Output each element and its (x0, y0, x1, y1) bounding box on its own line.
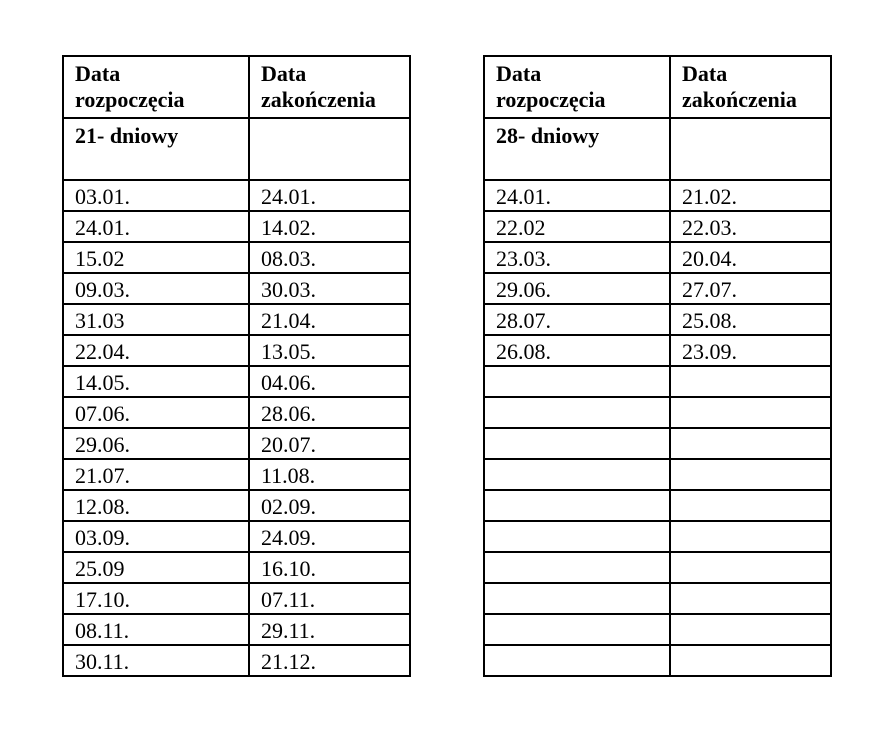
table-row (63, 552, 410, 583)
end-date-cell (670, 459, 831, 490)
end-date-cell: 11.08. (249, 459, 410, 490)
start-date-cell (484, 645, 670, 676)
table-28-day (483, 55, 832, 677)
table-row (484, 242, 831, 273)
end-date-cell (670, 521, 831, 552)
table-row (484, 211, 831, 242)
start-date-cell (484, 428, 670, 459)
start-date-cell: 29.06. (63, 428, 249, 459)
header-start-date (63, 56, 249, 118)
header-end-date (249, 56, 410, 118)
table-body (484, 56, 831, 676)
end-date-cell: 04.06. (249, 366, 410, 397)
end-date-cell: 21.02. (670, 180, 831, 211)
section-label: 21- dniowy (63, 118, 249, 180)
end-date-cell: 28.06. (249, 397, 410, 428)
table-row (484, 583, 831, 614)
header-end-line-2: zakończenia (261, 87, 376, 112)
section-empty-cell (670, 118, 831, 180)
end-date-cell: 20.04. (670, 242, 831, 273)
start-date-cell: 24.01. (63, 211, 249, 242)
table-row (484, 490, 831, 521)
start-date-cell: 28.07. (484, 304, 670, 335)
end-date-cell: 25.08. (670, 304, 831, 335)
end-date-cell: 23.09. (670, 335, 831, 366)
end-date-cell: 27.07. (670, 273, 831, 304)
start-date-cell: 03.01. (63, 180, 249, 211)
end-date-cell: 29.11. (249, 614, 410, 645)
end-date-cell: 02.09. (249, 490, 410, 521)
start-date-cell: 25.09 (63, 552, 249, 583)
table-row (63, 242, 410, 273)
start-date-cell: 29.06. (484, 273, 670, 304)
table-row (63, 397, 410, 428)
header-row (484, 56, 831, 118)
table-row (484, 459, 831, 490)
start-date-cell: 14.05. (63, 366, 249, 397)
start-date-cell: 22.04. (63, 335, 249, 366)
table-row (484, 397, 831, 428)
table-row (63, 521, 410, 552)
table-row (484, 304, 831, 335)
start-date-cell: 17.10. (63, 583, 249, 614)
table-row (63, 211, 410, 242)
table-row (63, 180, 410, 211)
start-date-cell (484, 583, 670, 614)
end-date-cell (670, 428, 831, 459)
section-row (63, 118, 410, 180)
end-date-cell (670, 366, 831, 397)
end-date-cell: 08.03. (249, 242, 410, 273)
start-date-cell: 22.02 (484, 211, 670, 242)
header-start-line-1: Data (496, 61, 542, 86)
start-date-cell: 12.08. (63, 490, 249, 521)
start-date-cell: 21.07. (63, 459, 249, 490)
end-date-cell (670, 552, 831, 583)
table-row (484, 645, 831, 676)
start-date-cell (484, 490, 670, 521)
end-date-cell: 24.01. (249, 180, 410, 211)
header-end-line-1: Data (682, 61, 728, 86)
table-row (63, 273, 410, 304)
start-date-cell: 31.03 (63, 304, 249, 335)
start-date-cell: 15.02 (63, 242, 249, 273)
start-date-cell (484, 552, 670, 583)
table-row (63, 366, 410, 397)
end-date-cell: 22.03. (670, 211, 831, 242)
table-row (484, 366, 831, 397)
table-row (484, 273, 831, 304)
section-row (484, 118, 831, 180)
start-date-cell (484, 459, 670, 490)
end-date-cell (670, 645, 831, 676)
table-row (484, 428, 831, 459)
start-date-cell: 24.01. (484, 180, 670, 211)
start-date-cell: 23.03. (484, 242, 670, 273)
table-row (484, 180, 831, 211)
end-date-cell: 21.04. (249, 304, 410, 335)
start-date-cell: 08.11. (63, 614, 249, 645)
table-row (63, 335, 410, 366)
header-end-line-1: Data (261, 61, 307, 86)
start-date-cell: 03.09. (63, 521, 249, 552)
table-row (484, 552, 831, 583)
section-empty-cell (249, 118, 410, 180)
table-row (484, 521, 831, 552)
table-row (63, 459, 410, 490)
table-row (63, 490, 410, 521)
table-row (484, 614, 831, 645)
start-date-cell: 09.03. (63, 273, 249, 304)
end-date-cell: 16.10. (249, 552, 410, 583)
header-end-date (670, 56, 831, 118)
table-row (63, 428, 410, 459)
start-date-cell (484, 366, 670, 397)
start-date-cell: 30.11. (63, 645, 249, 676)
end-date-cell: 30.03. (249, 273, 410, 304)
table-21-day (62, 55, 411, 677)
start-date-cell (484, 614, 670, 645)
section-label: 28- dniowy (484, 118, 670, 180)
header-end-line-2: zakończenia (682, 87, 797, 112)
header-start-line-2: rozpoczęcia (496, 87, 606, 112)
end-date-cell: 07.11. (249, 583, 410, 614)
end-date-cell: 21.12. (249, 645, 410, 676)
end-date-cell: 13.05. (249, 335, 410, 366)
table-row (63, 614, 410, 645)
end-date-cell (670, 490, 831, 521)
start-date-cell: 07.06. (63, 397, 249, 428)
table-body (63, 56, 410, 676)
header-start-line-1: Data (75, 61, 121, 86)
end-date-cell: 20.07. (249, 428, 410, 459)
end-date-cell (670, 583, 831, 614)
end-date-cell (670, 397, 831, 428)
header-row (63, 56, 410, 118)
start-date-cell (484, 521, 670, 552)
end-date-cell (670, 614, 831, 645)
end-date-cell: 24.09. (249, 521, 410, 552)
table-row (484, 335, 831, 366)
header-start-line-2: rozpoczęcia (75, 87, 185, 112)
table-row (63, 645, 410, 676)
header-start-date (484, 56, 670, 118)
table-row (63, 304, 410, 335)
table-row (63, 583, 410, 614)
end-date-cell: 14.02. (249, 211, 410, 242)
start-date-cell: 26.08. (484, 335, 670, 366)
start-date-cell (484, 397, 670, 428)
